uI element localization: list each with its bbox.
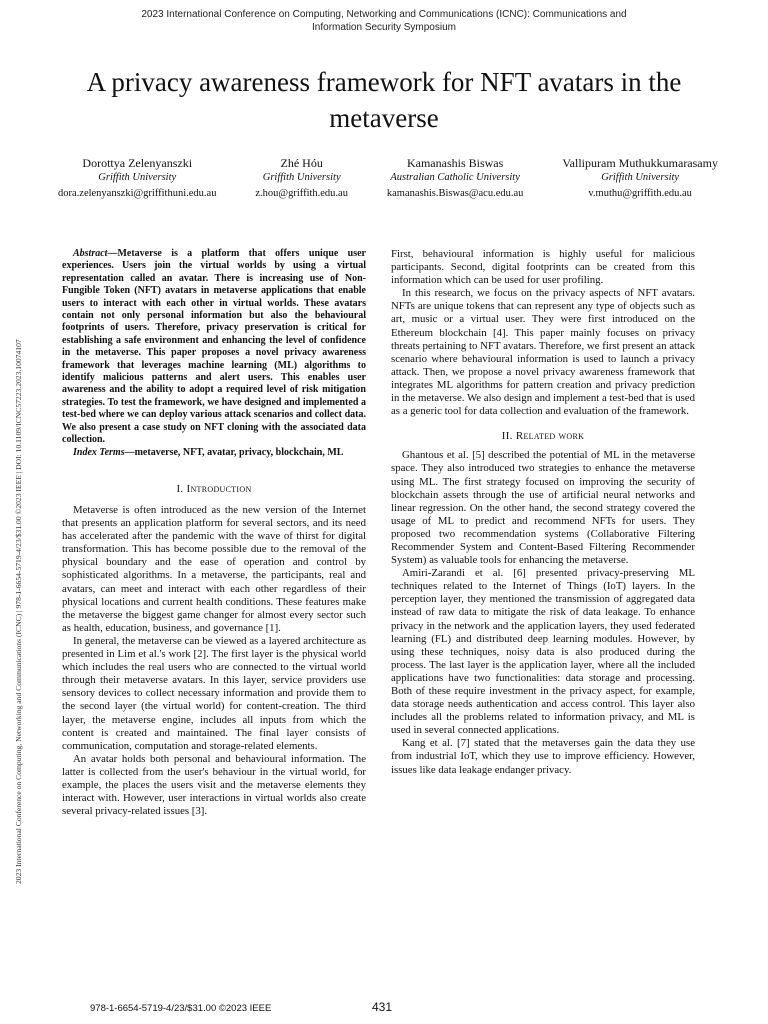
abstract-label: Abstract [73,248,108,259]
index-terms-label: Index Terms [73,446,125,458]
conference-line-2: Information Security Symposium [312,22,456,33]
paragraph: First, behavioural information is highly useful for malicious participants. Second, digital footprints can be created from this information which can be used for user profiling. [391,248,695,287]
paragraph: Ghantous et al. [5] described the potential of ML in the metaverse space. They also introduced two strategies to enhance the metaverse using ML. The first strategy focused on improving the security of blockchain assets through the use of artificial neural networks and linear regression. On the other hand, the second strategy covered the usage of ML to predict and recommend NFTs for users. They proposed two recommendation systems (Collaborative Filtering Recommender System and Content-Based Filtering Recommender System) as valuable tools for enhancing the metaverse. [391,449,695,567]
section-heading-introduction [62,483,366,496]
author-affiliation: Griffith University [262,172,341,183]
author-name: Zhé Hóu [280,156,323,170]
author-2 [255,156,348,203]
abstract-text: —Metaverse is a platform that offers unique user experiences. Users join the virtual worlds by using a virtual representation called an avatar. There is increasing use of Non-Fungible Token (NFT) avatars in metaverse applications that enable users to interact with each other in virtual worlds. These avatars contain not only personal information but also the behavioural footprints of users. Therefore, privacy preservation is critical for establishing a safe environment and enhancing the level of confidence in the metaverse. This paper proposes a novel privacy awareness framework that leverages machine learning (ML) algorithms to identify malicious patterns and alert users. This enables user awareness and the ability to adopt a required level of risk mitigation strategies. To test the framework, we have designed and implemented a test-bed where we can deploy various attack scenarios and collect data. We also present a case study on NFT cloning with the associated data collection. [62,248,366,446]
paragraph: In this research, we focus on the privacy aspects of NFT avatars. NFTs are unique tokens that can represent any type of objects such as art, music or a virtual user. They were first introduced on the Ethereum blockchain [4]. This paper mainly focuses on privacy threats pertaining to NFT avatars. Therefore, we first present an attack scenario where behavioural information is used to launch a privacy attack. Then, we propose a novel privacy awareness framework that integrates ML algorithms for pattern creation and privacy prediction in the metaverse. We also design and implement a test-bed that is used as a generic tool for data collection and evaluation of the framework. [391,287,695,418]
section-heading-related-work [391,430,695,443]
paper-title: A privacy awareness framework for NFT avatars in the metaverse [86,67,682,133]
abstract [62,248,366,447]
author-1 [58,156,216,203]
paragraph: An avatar holds both personal and behavioural information. The latter is collected from the user's behaviour in the virtual world, for example, the places the users visit and the metaverse elements they interact with. However, user interactions in virtual worlds also create several privacy-related issues [3]. [62,752,366,818]
conference-line-1: 2023 International Conference on Computing, Networking and Communications (ICNC): Communications and [141,9,627,20]
author-email: z.hou@griffith.edu.au [255,188,348,199]
paragraph: Amiri-Zarandi et al. [6] presented privacy-preserving ML techniques related to the Internet of Things (IoT) layers. In the perception layer, they mentioned the transmission of aggregated data instead of raw data to mitigate the risk of data leakage. To enhance privacy in the network and the application layers, they used federated learning (FL) and distributed deep learning modules. However, by using these techniques, noisy data is also produced during the process. The last layer is the application layer, where all the included applications have two functionalities: data storage and processing. Both of these require investment in the privacy aspect, for example, data storage needs authentication and access control. This layer also includes all the problems related to information privacy, and ML is used in several connected applications. [391,567,695,737]
copyright-notice: 978-1-6654-5719-4/23/$31.00 ©2023 IEEE [90,1003,272,1014]
author-4 [562,156,718,203]
section-number: I. [176,482,184,495]
paragraph: In general, the metaverse can be viewed as a layered architecture as presented in Lim et al.'s work [2]. The first layer is the physical world which includes the real users who are connected to the virtual world through their metaverse avatars. In this layer, service providers use sensory devices to collect necessary information and provide them to the second layer (the virtual world) for content-creation. The third layer, the metaverse engine, includes all inputs from which the content is created and maintained. The final layer consists of communication, computation and storage-related elements. [62,634,366,752]
author-email: dora.zelenyanszki@griffithuni.edu.au [58,188,217,199]
author-email: v.muthu@griffith.edu.au [588,188,692,199]
author-name: Dorottya Zelenyanszki [82,156,193,170]
left-column [62,248,366,818]
author-affiliation: Griffith University [98,172,177,183]
paragraph: Metaverse is often introduced as the new version of the Internet that presents an application platform for several sectors, and its need has accelerated after the pandemic with the wave of thirst for digital transformation. This has become possible due to the removal of the physical boundary and the ease of operation and control by sophisticated algorithms. In a metaverse, the participants, real and avatars, can meet and interact with each other regardless of their physical locations and current health conditions. These features make the metaverse the biggest game changer for almost every sector such as health, education, business, and governance [1]. [62,504,366,634]
index-terms [62,447,366,459]
author-block [58,156,718,203]
section-title: Related work [515,430,585,443]
section-number: II. [501,430,513,443]
right-column [391,248,695,777]
page-number: 431 [372,1000,393,1014]
author-name: Kamanashis Biswas [406,156,504,170]
author-affiliation: Australian Catholic University [390,172,520,183]
author-affiliation: Griffith University [601,172,680,183]
author-3 [387,156,524,203]
section-title: Introduction [186,482,252,495]
author-email: kamanashis.Biswas@acu.edu.au [386,188,524,199]
side-doi-stamp: 2023 International Conference on Computing, Networking and Communications (ICNC) | 978-1-6654-5719-4/23/$31.00 ©2023 IEEE | DOI: 10.1109/ICNC57223.2023.10074107 [14,339,23,884]
paragraph: Kang et al. [7] stated that the metaverses gain the data they use from industrial IoT, which they use to improve efficiency. However, issues like data leakage endanger privacy. [391,737,695,776]
index-terms-text: —metaverse, NFT, avatar, privacy, blockchain, ML [124,446,344,458]
author-name: Vallipuram Muthukkumarasamy [562,156,718,170]
conference-header [0,8,768,34]
